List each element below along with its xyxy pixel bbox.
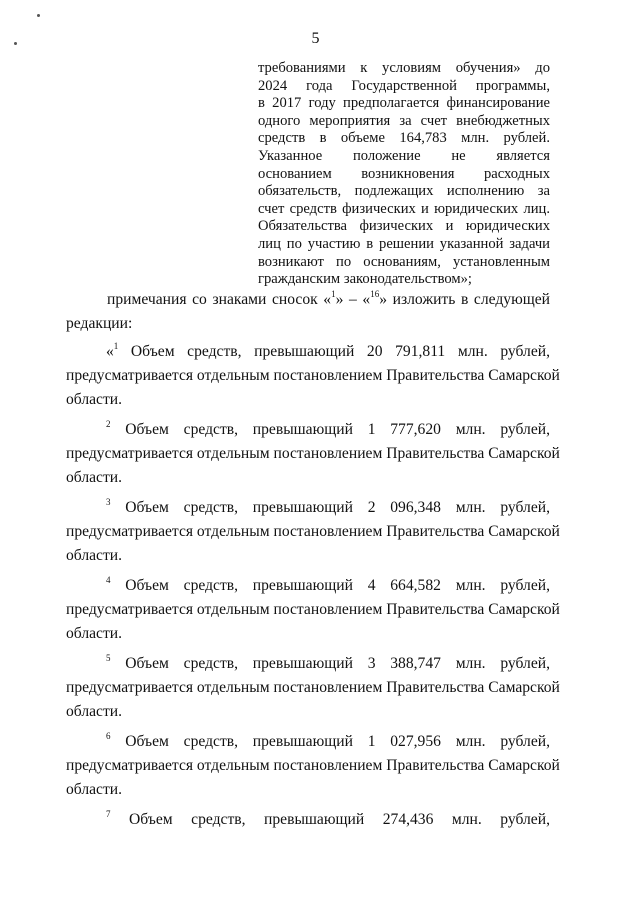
- footnote-number: 7: [106, 809, 111, 819]
- footnote-number: 2: [106, 419, 111, 429]
- footnote-number: 3: [106, 497, 111, 507]
- footnote-mark: 1: [331, 289, 336, 299]
- block-line: лиц по участию в решении указанной задачи: [258, 235, 550, 252]
- footnote-line: области.: [66, 547, 123, 564]
- footnote-number: 4: [106, 575, 111, 585]
- block-line: Обязательства физических и юридических: [258, 218, 550, 235]
- amount-value: 2 096,348: [367, 499, 441, 516]
- footnote-line: области.: [66, 703, 123, 720]
- footnote-3: [66, 496, 560, 568]
- amended-text-block: [258, 60, 550, 289]
- footnote-7: [66, 808, 550, 832]
- footnote-line: $^2$ Объем средств, превышающий 1 777,620 млн. рублей,: [106, 419, 550, 438]
- block-line: 2024 года Государственной программы,: [258, 77, 550, 94]
- footnote-line: области.: [66, 469, 123, 486]
- block-line: обязательств, подлежащих исполнению за: [258, 183, 550, 200]
- footnote-line: предусматривается отдельным постановлением Правительства Самарской: [66, 523, 560, 540]
- footnote-number: 6: [106, 731, 111, 741]
- footnote-5: [66, 652, 560, 724]
- footnote-line: $^5$ Объем средств, превышающий 3 388,747 млн. рублей,: [106, 653, 550, 672]
- amount-value: 1 027,956: [367, 733, 441, 750]
- block-line: счет средств физических и юридических лиц.: [258, 200, 550, 217]
- footnote-line: предусматривается отдельным постановлением Правительства Самарской: [66, 757, 560, 774]
- intro-line-2: редакции:: [66, 315, 133, 332]
- footnote-4: [66, 574, 560, 646]
- footnote-1: [66, 340, 560, 412]
- amount-value: 1 777,620: [367, 421, 441, 438]
- amount-value: 274,436: [382, 811, 434, 828]
- block-line: основанием возникновения расходных: [258, 165, 550, 182]
- intro-line-1: примечания со знаками сносок «$^1$» – «$^{16}$» изложить в следующей: [107, 289, 551, 308]
- block-line: требованиями к условиям обучения» до: [258, 60, 550, 76]
- footnote-line: предусматривается отдельным постановлением Правительства Самарской: [66, 367, 560, 384]
- block-line: средств в объеме 164,783 млн. рублей.: [258, 130, 550, 147]
- footnote-line: «$^1$ Объем средств, превышающий 20 791,811 млн. рублей,: [106, 341, 550, 360]
- intro-paragraph: [66, 288, 550, 336]
- amount-value: 20 791,811: [366, 343, 446, 360]
- block-line: Указанное положение не является: [258, 147, 550, 164]
- block-line: одного мероприятия за счет внебюджетных: [258, 112, 550, 129]
- footnote-line: области.: [66, 781, 123, 798]
- footnote-line: $^7$ Объем средств, превышающий 274,436 млн. рублей,: [106, 809, 550, 828]
- page-number: 5: [311, 30, 320, 47]
- amount-value: 4 664,582: [367, 577, 441, 594]
- scan-mark: [37, 14, 40, 17]
- footnote-line: предусматривается отдельным постановлением Правительства Самарской: [66, 679, 560, 696]
- footnote-number: 1: [113, 341, 119, 351]
- footnote-line: $^6$ Объем средств, превышающий 1 027,956 млн. рублей,: [106, 731, 550, 750]
- footnote-mark: 16: [370, 289, 380, 299]
- amount-value: 3 388,747: [367, 655, 441, 672]
- footnote-line: $^4$ Объем средств, превышающий 4 664,582 млн. рублей,: [106, 575, 550, 594]
- footnote-line: области.: [66, 625, 123, 642]
- block-line: возникают по основаниям, установленным: [258, 253, 550, 270]
- footnote-line: $^3$ Объем средств, превышающий 2 096,348 млн. рублей,: [106, 497, 550, 516]
- footnote-line: области.: [66, 391, 123, 408]
- footnote-line: предусматривается отдельным постановлением Правительства Самарской: [66, 445, 560, 462]
- footnote-line: предусматривается отдельным постановлением Правительства Самарской: [66, 601, 560, 618]
- block-line: гражданским законодательством»;: [258, 271, 472, 288]
- footnote-2: [66, 418, 560, 490]
- footnote-6: [66, 730, 560, 802]
- block-line: в 2017 году предполагается финансирование: [258, 95, 550, 112]
- footnote-number: 5: [106, 653, 111, 663]
